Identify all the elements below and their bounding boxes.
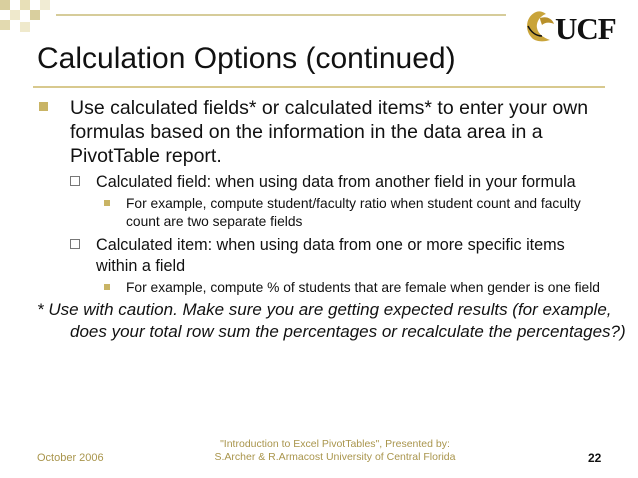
bullet-level3 — [126, 279, 606, 297]
footer-date: October 2006 — [37, 452, 104, 464]
header-top-line — [56, 14, 506, 16]
bullet-text: For example, compute student/faculty ratio when student count and faculty count are two separate fields — [126, 196, 581, 229]
bullet-level3 — [126, 195, 606, 231]
square-bullet-icon — [39, 102, 48, 111]
square-bullet-icon — [104, 200, 110, 206]
title-rule — [33, 86, 605, 88]
bullet-level2 — [96, 235, 596, 277]
page-number: 22 — [588, 451, 602, 465]
caution-note: * Use with caution. Make sure you are getting expected results (for example, does your total row sum the percentages or recalculate the percentages?) — [37, 300, 626, 341]
bullet-text: For example, compute % of students that are female when gender is one field — [126, 280, 600, 295]
hollow-square-bullet-icon — [70, 239, 80, 249]
footer-credit-line2: S.Archer & R.Armacost University of Central Florida — [214, 451, 456, 463]
slide-body — [0, 96, 638, 343]
ucf-logo-text: UCF — [555, 11, 616, 46]
bullet-text: Calculated field: when using data from another field in your formula — [96, 173, 576, 191]
square-bullet-icon — [104, 284, 110, 290]
hollow-square-bullet-icon — [70, 176, 80, 186]
footer-credit-line1: "Introduction to Excel PivotTables", Presented by: — [220, 438, 450, 450]
slide-title: Calculation Options (continued) — [37, 42, 456, 75]
bullet-level2 — [96, 172, 596, 193]
footer-credit — [200, 438, 470, 464]
decorative-checker-squares — [0, 0, 60, 44]
bullet-text: Use calculated fields* or calculated items* to enter your own formulas based on the information in the data area in a PivotTable report. — [70, 97, 589, 167]
bullet-text: Calculated item: when using data from one or more specific items within a field — [96, 236, 565, 275]
bullet-level1 — [70, 96, 610, 168]
